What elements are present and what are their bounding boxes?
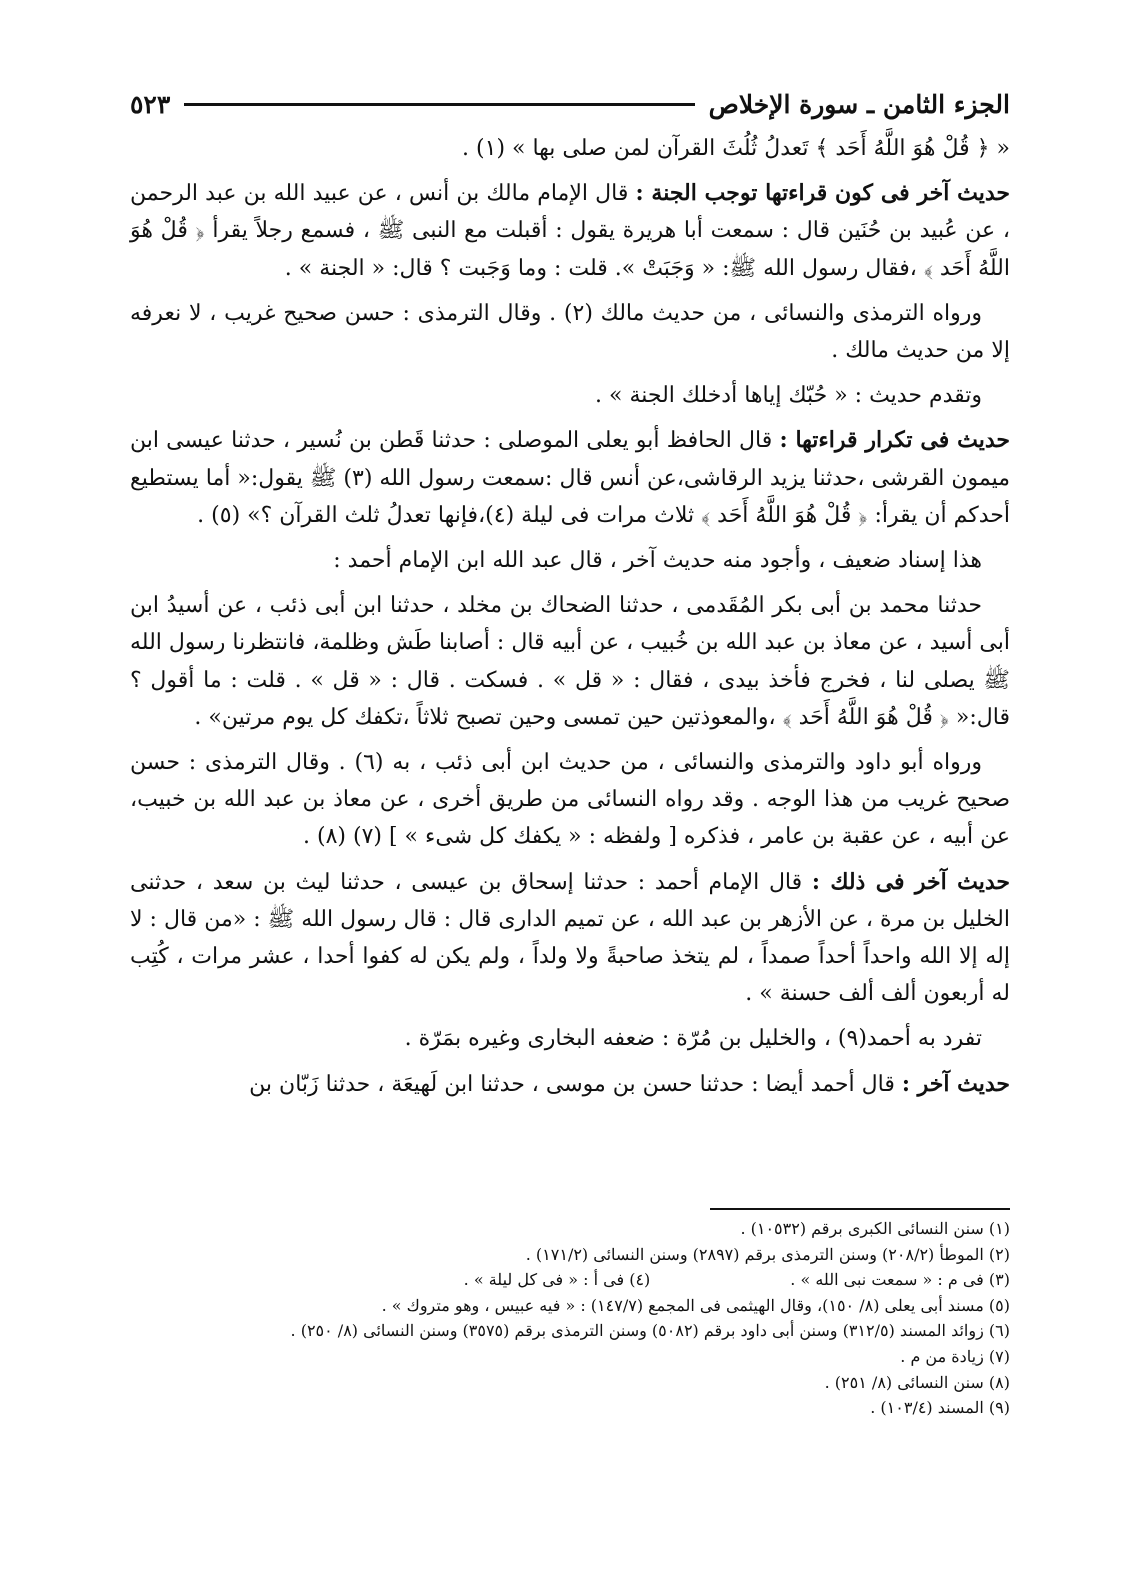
footnote-text: (٤) فى أ : « فى كل ليلة » . [463, 1270, 651, 1290]
footnote-text: (١) سنن النسائى الكبرى برقم (١٠٥٣٢) . [740, 1219, 1010, 1238]
footnote [130, 1242, 1010, 1268]
paragraph-text: تفرد به أحمد(٩) ، والخليل بن مُرّة : ضعفه البخارى وغيره بمَرّة . [404, 1026, 982, 1052]
paragraph-text: قال الإمام مالك بن أنس ، عن عبيد الله بن عبد الرحمن ، عن عُبيد بن حُنَين قال : سمعت أبا هريرة يقول : أقبلت مع النبى ﷺ ، فسمع رجلاً يقرأ ﴿ قُلْ هُوَ اللَّهُ أَحَد ﴾ ،فقال رسول الله ﷺ: « وَجَبَتْ ». قلت : وما وَجَبت ؟ قال: « الجنة » . [130, 181, 1010, 281]
section-heading: حديث فى تكرار قراءتها : [779, 427, 1010, 454]
paragraph [130, 744, 1010, 856]
paragraph [130, 130, 1010, 167]
footnotes [130, 1216, 1010, 1421]
paragraph-text: ورواه أبو داود والترمذى والنسائى ، من حديث ابن أبى ذئب ، به (٦) . وقال الترمذى : حسن صحيح غريب من هذا الوجه . وقد رواه النسائى من طريق أخرى ، عن معاذ بن عبد الله بن خبيب، عن أبيه ، عن عقبة بن عامر ، فذكره [ ولفظه : « يكفك كل شىء » ] (٧) (٨) . [130, 750, 1010, 850]
section-heading: حديث آخر فى كون قراءتها توجب الجنة : [635, 180, 1010, 207]
paragraph [130, 295, 1010, 369]
section-heading: حديث آخر : [901, 1070, 1010, 1097]
paragraph [130, 587, 1010, 736]
footnote [130, 1370, 1010, 1396]
footnote-text: (٢) الموطأ (٢٠٨/٢) وسنن الترمذى برقم (٢٨٩٧) وسنن النسائى (١٧١/٢) . [525, 1244, 1010, 1264]
footnote [130, 1344, 1010, 1370]
paragraph-text: قال الإمام أحمد : حدثنا إسحاق بن عيسى ، حدثنا ليث بن سعد ، حدثنى الخليل بن مرة ، عن الأزهر بن عبد الله ، عن تميم الدارى قال : قال رسول الله ﷺ : «من قال : لا إله إلا الله واحداً أحداً صمداً ، لم يتخذ صاحبةً ولا ولداً ، ولم يكن له كفوا أحدا ، عشر مرات ، كُتِب له أربعون ألف ألف حسنة » . [130, 869, 1010, 1007]
footnote-text: (٥) مسند أبى يعلى (٨/ ١٥٠)، وقال الهيثمى فى المجمع (١٤٧/٧) : « فيه عبيس ، وهو متروك » . [381, 1295, 1010, 1315]
paragraph [130, 542, 1010, 579]
header-title: الجزء الثامن ـ سورة الإخلاص [708, 89, 1010, 119]
paragraph-text: هذا إسناد ضعيف ، وأجود منه حديث آخر ، قال عبد الله ابن الإمام أحمد : [333, 548, 982, 574]
footnote-text: (٦) زوائد المسند (٣١٢/٥) وسنن أبى داود برقم (٥٠٨٢) وسنن الترمذى برقم (٣٥٧٥) وسنن النسائى (٨/ ٢٥٠) . [290, 1321, 1010, 1341]
main-text [130, 130, 1010, 1111]
paragraph-text: قال أحمد أيضا : حدثنا حسن بن موسى ، حدثنا ابن لَهيعَة ، حدثنا زَبّان بن [249, 1071, 902, 1097]
paragraph-text: قال الحافظ أبو يعلى الموصلى : حدثنا قَطن بن نُسير ، حدثنا عيسى ابن ميمون القرشى ،حدثنا يزيد الرقاشى،عن أنس قال :سمعت رسول الله (٣) ﷺ يقول:« أما يستطيع أحدكم أن يقرأ: ﴿ قُلْ هُوَ اللَّهُ أَحَد ﴾ ثلاث مرات فى ليلة (٤)،فإنها تعدلُ ثلث القرآن ؟» (٥) . [130, 428, 1010, 528]
running-header [130, 84, 1010, 124]
header-rule [184, 103, 694, 106]
paragraph-text: ورواه الترمذى والنسائى ، من حديث مالك (٢) . وقال الترمذى : حسن صحيح غريب ، لا نعرفه إلا من حديث مالك . [130, 300, 1010, 364]
paragraph-text: حدثنا محمد بن أبى بكر المُقَدمى ، حدثنا الضحاك بن مخلد ، حدثنا ابن أبى ذئب ، عن أسيدُ ابن أبى أسيد ، عن معاذ بن عبد الله بن خُبيب ، عن أبيه قال : أصابنا طَش وظلمة، فانتظرنا رسول الله ﷺ يصلى لنا ، فخرج فأخذ بيدى ، فقال : « قل » . فسكت . قال : « قل » . قلت : ما أقول ؟ قال:« ﴿ قُلْ هُوَ اللَّهُ أَحَد ﴾ ،والمعوذتين حين تمسى وحين تصبح ثلاثاً ،تكفك كل يوم مرتين» . [130, 593, 1010, 730]
footnote-text: (٨) سنن النسائى (٨/ ٢٥١) . [824, 1372, 1010, 1392]
paragraph [130, 1066, 1010, 1103]
page-number: ٥٢٣ [130, 89, 171, 119]
footnote [130, 1293, 1010, 1319]
paragraph [130, 422, 1010, 534]
footnote-text: (٧) زيادة من م . [900, 1346, 1010, 1366]
footnote [130, 1395, 1010, 1421]
paragraph [130, 377, 1010, 414]
paragraph-text: « ﴿ قُلْ هُوَ اللَّهُ أَحَد ﴾ تَعدلُ ثُلُثَ القرآن لمن صلى بها » (١) . [462, 136, 1010, 161]
footnote [130, 1318, 1010, 1344]
footnote-text: (٣) فى م : « سمعت نبى الله » . [790, 1270, 1010, 1290]
footnote [130, 1216, 1010, 1242]
footnote [130, 1267, 1010, 1293]
section-heading: حديث آخر فى ذلك : [811, 868, 1010, 895]
paragraph-text: وتقدم حديث : « حُبّك إياها أدخلك الجنة » . [595, 383, 982, 409]
paragraph [130, 1020, 1010, 1057]
footnote-separator [710, 1208, 1010, 1210]
paragraph [130, 864, 1010, 1013]
paragraph [130, 175, 1010, 287]
footnote-text: (٩) المسند (١٠٣/٤) . [870, 1398, 1010, 1418]
